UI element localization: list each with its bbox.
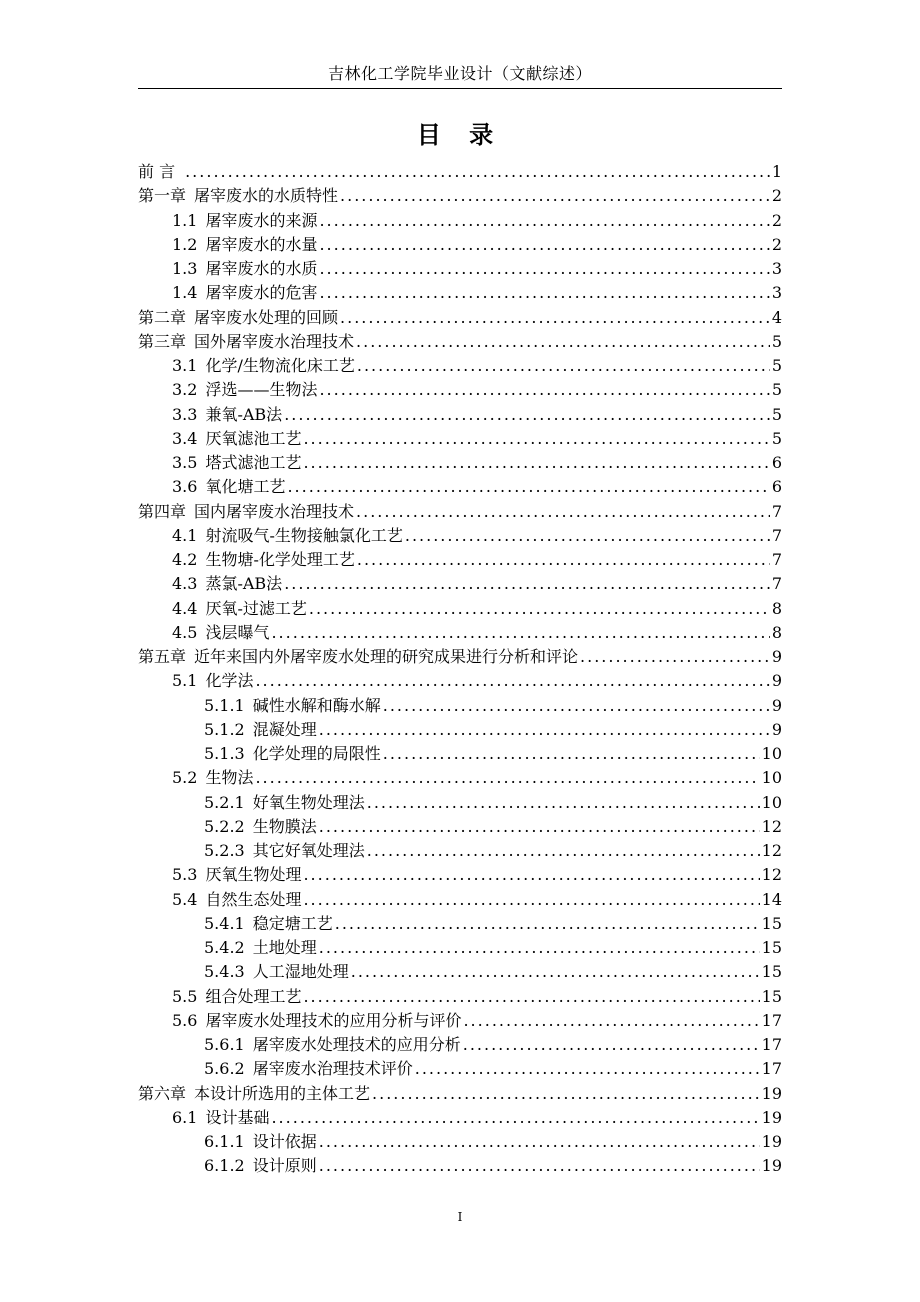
toc-dot-leader: [383, 694, 770, 718]
toc-dot-leader: [303, 888, 759, 912]
toc-entry-page: 19: [761, 1083, 782, 1103]
page-header: 吉林化工学院毕业设计（文献综述）: [327, 64, 592, 83]
toc-dot-leader: [185, 160, 770, 184]
toc-entry-number: 3.5: [172, 453, 198, 472]
toc-entry[interactable]: [138, 815, 782, 839]
toc-entry-number: 1.4: [172, 283, 198, 303]
toc-entry[interactable]: [138, 791, 782, 815]
toc-entry[interactable]: [138, 427, 782, 451]
toc-entry-number: 6.1.2: [204, 1156, 245, 1176]
toc-dot-leader: [356, 330, 770, 354]
toc-entry[interactable]: [138, 330, 782, 354]
toc-entry-page: 15: [761, 913, 782, 933]
toc-entry-title: 自然生态处理: [205, 889, 302, 909]
toc-entry-title: 化学处理的局限性: [252, 744, 381, 763]
toc-entry-title: 设计依据: [252, 1132, 317, 1151]
header-rule: [138, 88, 782, 89]
toc-entry-page: 1: [771, 162, 782, 181]
toc-entry[interactable]: [138, 766, 782, 790]
toc-entry-title: 屠宰废水处理技术的应用分析与评价: [205, 1010, 462, 1030]
toc-entry-number: 5.1.1: [204, 695, 245, 715]
toc-entry-title: 其它好氧处理法: [252, 841, 365, 860]
toc-entry-number: 4.4: [172, 598, 198, 618]
toc-entry-title: 国内屠宰废水治理技术: [194, 501, 355, 521]
toc-entry-number: 1.2: [172, 234, 198, 254]
toc-entry-title: 浮选——生物法: [205, 380, 318, 400]
toc-dot-leader: [319, 718, 770, 742]
toc-entry[interactable]: [138, 1106, 782, 1130]
toc-dot-leader: [303, 985, 759, 1009]
toc-entry-title: 屠宰废水的水质: [205, 259, 318, 278]
toc-entry-page: 2: [771, 234, 782, 254]
toc-entry-number: 5.6: [172, 1010, 198, 1030]
toc-entry-number: 1.3: [172, 259, 198, 278]
toc-entry-page: 4: [771, 307, 782, 327]
toc-entry-title: 屠宰废水的水量: [205, 234, 318, 254]
toc-entry[interactable]: [138, 281, 782, 305]
toc-dot-leader: [335, 912, 760, 936]
toc-entry[interactable]: [138, 160, 782, 184]
toc-entry-title: 本设计所选用的主体工艺: [194, 1083, 371, 1103]
toc-entry-page: 14: [761, 889, 782, 909]
toc-entry-number: 5.1.2: [204, 719, 245, 739]
toc-dot-leader: [415, 1057, 760, 1081]
toc-entry-page: 19: [761, 1107, 782, 1127]
toc-dot-leader: [463, 1033, 760, 1057]
toc-entry-number: 第三章: [138, 331, 187, 351]
toc-entry[interactable]: [138, 839, 782, 863]
toc-entry-page: 5: [771, 404, 782, 424]
toc-entry-number: 第二章: [138, 307, 187, 327]
toc-entry-page: 7: [771, 574, 782, 594]
toc-entry-number: 第五章: [138, 647, 187, 666]
toc-entry-page: 3: [771, 259, 782, 278]
toc-entry-number: 5.1: [172, 671, 198, 691]
toc-dot-leader: [271, 621, 769, 645]
toc-entry-title: 兼氧-AB法: [205, 404, 283, 424]
toc-dot-leader: [319, 257, 769, 281]
toc-entry-number: 3.6: [172, 477, 198, 497]
toc-dot-leader: [383, 742, 760, 766]
toc-entry-title: 塔式滤池工艺: [205, 453, 302, 472]
toc-dot-leader: [372, 1082, 760, 1106]
toc-entry-title: 屠宰废水处理的回顾: [194, 307, 339, 327]
toc-entry-number: 5.1.3: [204, 744, 245, 763]
toc-entry[interactable]: [138, 936, 782, 960]
toc-entry-page: 2: [771, 210, 782, 230]
toc-entry-number: 3.1: [172, 356, 198, 375]
toc-entry-number: 5.2.3: [204, 841, 245, 860]
toc-entry-page: 5: [771, 331, 782, 351]
toc-entry-page: 12: [761, 841, 782, 860]
toc-entry[interactable]: [138, 209, 782, 233]
toc-entry-page: 15: [761, 986, 782, 1006]
toc-entry-page: 17: [761, 1010, 782, 1030]
toc-entry-number: 5.4: [172, 889, 198, 909]
toc-entry-title: 化学法: [205, 671, 254, 691]
toc-entry-title: 设计基础: [205, 1107, 270, 1127]
page-number: I: [457, 1210, 463, 1224]
toc-entry-title: 生物膜法: [252, 816, 317, 836]
toc-entry-number: 4.3: [172, 574, 198, 594]
toc-entry[interactable]: [138, 403, 782, 427]
toc-entry-page: 15: [761, 962, 782, 982]
toc-dot-leader: [255, 669, 769, 693]
toc-entry-page: 5: [771, 380, 782, 400]
toc-dot-leader: [271, 1106, 759, 1130]
toc-dot-leader: [319, 936, 760, 960]
toc-dot-leader: [319, 1154, 760, 1178]
toc-dot-leader: [319, 378, 769, 402]
toc-entry-number: 第一章: [138, 186, 187, 206]
toc-entry-page: 12: [761, 816, 782, 836]
toc-entry-number: 第四章: [138, 501, 187, 521]
toc-entry-title: 碱性水解和酶水解: [252, 695, 381, 715]
toc-dot-leader: [303, 451, 769, 475]
toc-entry[interactable]: [138, 257, 782, 281]
toc-entry-title: 厌氧生物处理: [205, 865, 302, 885]
toc-entry-title: 设计原则: [252, 1156, 317, 1176]
toc-dot-leader: [319, 281, 769, 305]
toc-entry-title: 屠宰废水处理技术的应用分析: [252, 1035, 461, 1054]
toc-entry-title: 屠宰废水的危害: [205, 283, 318, 303]
toc-entry[interactable]: [138, 645, 782, 669]
toc-entry-title: 生物法: [205, 768, 254, 788]
toc-dot-leader: [287, 475, 769, 499]
toc-entry-number: 5.5: [172, 986, 198, 1006]
toc-dot-leader: [357, 548, 770, 572]
toc-entry[interactable]: [138, 378, 782, 402]
toc-entry-number: 4.2: [172, 550, 198, 569]
toc-dot-leader: [356, 500, 770, 524]
toc-entry[interactable]: [138, 184, 782, 208]
toc-entry-title: 屠宰废水的来源: [205, 210, 318, 230]
toc-entry[interactable]: [138, 548, 782, 572]
toc-entry-title: 浅层曝气: [205, 622, 270, 642]
toc-entry-title: 生物塘-化学处理工艺: [205, 550, 355, 569]
toc-entry-title: 混凝处理: [252, 719, 317, 739]
toc-entry[interactable]: [138, 500, 782, 524]
toc-entry-page: 10: [761, 792, 782, 812]
toc-entry[interactable]: [138, 718, 782, 742]
toc-entry-page: 7: [771, 550, 782, 569]
toc-entry[interactable]: [138, 960, 782, 984]
toc-entry[interactable]: [138, 1082, 782, 1106]
toc-entry[interactable]: [138, 985, 782, 1009]
toc-dot-leader: [319, 1130, 760, 1154]
toc-dot-leader: [284, 572, 770, 596]
toc-dot-leader: [303, 863, 759, 887]
toc-entry-number: 5.4.2: [204, 938, 245, 957]
toc-entry[interactable]: [138, 451, 782, 475]
toc-dot-leader: [357, 354, 770, 378]
toc-entry[interactable]: [138, 1154, 782, 1178]
toc-dot-leader: [319, 209, 769, 233]
toc-entry-number: 1.1: [172, 210, 198, 230]
toc-entry[interactable]: [138, 475, 782, 499]
toc-entry-title: 厌氧滤池工艺: [205, 428, 302, 448]
toc-entry-page: 7: [771, 501, 782, 521]
toc-entry-page: 17: [761, 1059, 782, 1079]
toc-entry[interactable]: [138, 524, 782, 548]
toc-entry[interactable]: [138, 354, 782, 378]
toc-entry-title: 厌氧-过滤工艺: [205, 598, 307, 618]
toc-dot-leader: [309, 597, 770, 621]
toc-entry[interactable]: [138, 572, 782, 596]
toc-entry-title: 近年来国内外屠宰废水处理的研究成果进行分析和评论: [194, 647, 579, 666]
toc-dot-leader: [303, 427, 769, 451]
toc-entry-title: 化学/生物流化床工艺: [205, 356, 355, 375]
toc-dot-leader: [340, 306, 770, 330]
toc-entry-page: 7: [771, 525, 782, 545]
toc-entry-title: 氧化塘工艺: [205, 477, 286, 497]
toc-entry[interactable]: [138, 1033, 782, 1057]
table-of-contents: [138, 160, 782, 1179]
toc-entry-title: 稳定塘工艺: [252, 913, 333, 933]
toc-dot-leader: [367, 791, 760, 815]
toc-dot-leader: [463, 1009, 759, 1033]
toc-entry[interactable]: [138, 1009, 782, 1033]
toc-entry[interactable]: [138, 597, 782, 621]
toc-entry[interactable]: [138, 863, 782, 887]
toc-entry-page: 8: [771, 598, 782, 618]
toc-entry[interactable]: [138, 912, 782, 936]
toc-dot-leader: [405, 524, 770, 548]
toc-entry-number: 5.2: [172, 768, 198, 788]
toc-entry-title: 蒸氯-AB法: [205, 574, 283, 594]
toc-entry-title: 屠宰废水治理技术评价: [252, 1059, 413, 1079]
toc-entry-number: 4.5: [172, 622, 198, 642]
toc-entry-number: 3.3: [172, 404, 198, 424]
toc-entry-number: 3.2: [172, 380, 198, 400]
toc-entry-number: 5.6.2: [204, 1059, 245, 1079]
toc-entry-number: 6.1: [172, 1107, 198, 1127]
toc-entry[interactable]: [138, 742, 782, 766]
toc-entry-page: 17: [761, 1035, 782, 1054]
toc-entry-title: 射流吸气-生物接触氯化工艺: [205, 525, 403, 545]
toc-entry[interactable]: [138, 1130, 782, 1154]
toc-entry[interactable]: [138, 621, 782, 645]
toc-entry-page: 8: [771, 622, 782, 642]
toc-entry-number: 前 言: [138, 162, 176, 181]
toc-dot-leader: [367, 839, 760, 863]
toc-entry-number: 5.4.1: [204, 913, 245, 933]
toc-dot-leader: [319, 233, 769, 257]
toc-entry-title: 土地处理: [252, 938, 317, 957]
toc-entry-page: 9: [771, 719, 782, 739]
toc-entry-page: 12: [761, 865, 782, 885]
toc-entry-title: 屠宰废水的水质特性: [194, 186, 339, 206]
toc-entry[interactable]: [138, 233, 782, 257]
toc-entry-page: 9: [771, 647, 782, 666]
toc-entry-page: 5: [771, 428, 782, 448]
toc-entry-page: 9: [771, 695, 782, 715]
toc-entry-number: 6.1.1: [204, 1132, 245, 1151]
toc-dot-leader: [284, 403, 770, 427]
toc-entry-title: 人工湿地处理: [252, 962, 349, 982]
toc-entry-page: 10: [761, 744, 782, 763]
toc-dot-leader: [340, 184, 770, 208]
toc-entry-number: 5.2.1: [204, 792, 245, 812]
toc-entry-page: 6: [771, 453, 782, 472]
toc-entry-page: 9: [771, 671, 782, 691]
toc-dot-leader: [319, 815, 760, 839]
toc-entry-number: 4.1: [172, 525, 198, 545]
toc-entry[interactable]: [138, 888, 782, 912]
toc-entry-page: 6: [771, 477, 782, 497]
toc-entry-number: 5.4.3: [204, 962, 245, 982]
toc-entry-number: 第六章: [138, 1083, 187, 1103]
toc-entry-page: 10: [761, 768, 782, 788]
toc-entry-page: 2: [771, 186, 782, 206]
toc-entry-page: 5: [771, 356, 782, 375]
toc-entry-page: 15: [761, 938, 782, 957]
toc-entry[interactable]: [138, 1057, 782, 1081]
page-title: 目 录: [416, 121, 504, 149]
toc-entry[interactable]: [138, 306, 782, 330]
toc-entry[interactable]: [138, 694, 782, 718]
toc-entry-title: 好氧生物处理法: [252, 792, 365, 812]
toc-entry-number: 3.4: [172, 428, 198, 448]
toc-entry-number: 5.6.1: [204, 1035, 245, 1054]
toc-entry-number: 5.2.2: [204, 816, 245, 836]
toc-entry[interactable]: [138, 669, 782, 693]
toc-entry-title: 国外屠宰废水治理技术: [194, 331, 355, 351]
toc-dot-leader: [351, 960, 760, 984]
toc-entry-number: 5.3: [172, 865, 198, 885]
toc-entry-title: 组合处理工艺: [205, 986, 302, 1006]
toc-dot-leader: [255, 766, 759, 790]
toc-entry-page: 19: [761, 1132, 782, 1151]
toc-entry-page: 3: [771, 283, 782, 303]
toc-entry-page: 19: [761, 1156, 782, 1176]
toc-dot-leader: [580, 645, 770, 669]
